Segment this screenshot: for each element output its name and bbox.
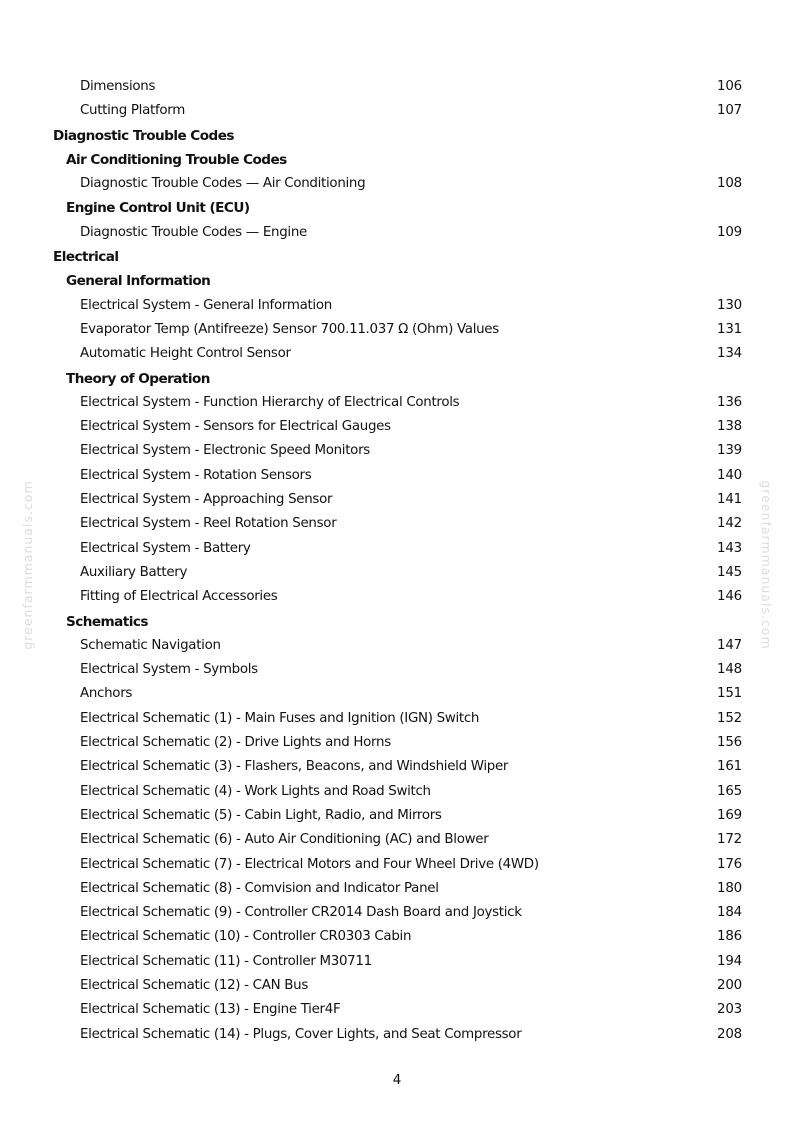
- toc-entry[interactable]: [0, 780, 794, 804]
- toc-entry-page-number: 142: [717, 516, 742, 532]
- toc-section-heading: [0, 124, 794, 148]
- toc-entry-title: Auxiliary Battery: [80, 564, 188, 580]
- toc-entry-title: Electrical System - General Information: [80, 297, 332, 313]
- toc-entry[interactable]: [0, 415, 794, 439]
- toc-entry-title: Electrical Schematic (9) - Controller CR2014 Dash Board and Joystick: [80, 905, 522, 921]
- toc-entry-title: Electrical System - Approaching Sensor: [80, 492, 333, 508]
- toc-entry[interactable]: [0, 634, 794, 658]
- toc-entry-title: Electrical Schematic (14) - Plugs, Cover Lights, and Seat Compressor: [80, 1026, 522, 1042]
- toc-entry[interactable]: [0, 512, 794, 536]
- toc-entry-page-number: 139: [717, 443, 742, 459]
- toc-entry[interactable]: [0, 658, 794, 682]
- toc-entry[interactable]: [0, 318, 794, 342]
- toc-entry-title: Dimensions: [80, 79, 156, 94]
- toc-entry-title: Electrical Schematic (1) - Main Fuses and Ignition (IGN) Switch: [80, 710, 480, 726]
- toc-entry-title: Fitting of Electrical Accessories: [80, 589, 278, 605]
- toc-subsection-heading: [0, 367, 794, 391]
- toc-entry-title: Electrical Schematic (13) - Engine Tier4F: [80, 1002, 341, 1018]
- toc-entry[interactable]: [0, 877, 794, 901]
- toc-entry-page-number: 107: [717, 103, 742, 119]
- toc-entry-page-number: 145: [717, 564, 742, 580]
- toc-entry[interactable]: [0, 342, 794, 366]
- table-of-contents: [0, 75, 794, 1047]
- toc-entry-title: Electrical System - Battery: [80, 540, 251, 556]
- toc-entry-page-number: 194: [717, 953, 742, 969]
- toc-entry-title: Electrical System - Rotation Sensors: [80, 467, 312, 483]
- toc-entry-page-number: 109: [717, 224, 742, 240]
- toc-entry[interactable]: [0, 585, 794, 609]
- toc-entry-page-number: 106: [717, 79, 742, 94]
- toc-entry-title: Diagnostic Trouble Codes — Engine: [80, 224, 307, 240]
- toc-entry-title: Engine Control Unit (ECU): [66, 200, 250, 217]
- toc-entry-title: Cutting Platform: [80, 103, 185, 119]
- toc-entry[interactable]: [0, 172, 794, 196]
- toc-entry[interactable]: [0, 707, 794, 731]
- toc-subsection-heading: [0, 610, 794, 634]
- toc-entry-page-number: 200: [717, 977, 742, 993]
- toc-entry-page-number: 148: [717, 662, 742, 678]
- toc-entry[interactable]: [0, 221, 794, 245]
- toc-entry-page-number: 151: [717, 686, 742, 702]
- toc-entry-title: Electrical Schematic (4) - Work Lights and Road Switch: [80, 783, 431, 799]
- toc-entry-title: Electrical Schematic (2) - Drive Lights and Horns: [80, 735, 391, 751]
- toc-entry[interactable]: [0, 75, 794, 99]
- toc-entry-title: Schematics: [66, 613, 148, 630]
- toc-entry[interactable]: [0, 925, 794, 949]
- toc-entry-title: Electrical System - Function Hierarchy of Electrical Controls: [80, 394, 460, 410]
- toc-entry-page-number: 138: [717, 419, 742, 435]
- toc-entry[interactable]: [0, 537, 794, 561]
- page-number: 4: [392, 1073, 402, 1088]
- toc-entry-page-number: 156: [717, 735, 742, 751]
- toc-entry-page-number: 203: [717, 1002, 742, 1018]
- toc-entry-page-number: 208: [717, 1026, 742, 1042]
- toc-subsection-heading: [0, 269, 794, 293]
- toc-entry-title: Diagnostic Trouble Codes — Air Conditioning: [80, 176, 366, 192]
- toc-entry-page-number: 176: [717, 856, 742, 872]
- toc-entry-page-number: 161: [717, 759, 742, 775]
- toc-entry-title: General Information: [66, 273, 211, 290]
- toc-entry-title: Electrical Schematic (3) - Flashers, Beacons, and Windshield Wiper: [80, 759, 509, 775]
- toc-entry-title: Diagnostic Trouble Codes: [53, 127, 234, 144]
- toc-entry-title: Electrical System - Electronic Speed Monitors: [80, 443, 370, 459]
- toc-entry[interactable]: [0, 99, 794, 123]
- toc-entry-page-number: 141: [717, 492, 742, 508]
- toc-entry-page-number: 152: [717, 710, 742, 726]
- toc-entry-title: Evaporator Temp (Antifreeze) Sensor 700.11.037 Ω (Ohm) Values: [80, 321, 499, 337]
- toc-entry-title: Electrical System - Symbols: [80, 662, 258, 678]
- toc-entry[interactable]: [0, 682, 794, 706]
- toc-entry[interactable]: [0, 901, 794, 925]
- toc-section-heading: [0, 245, 794, 269]
- toc-entry-page-number: 131: [717, 321, 742, 337]
- toc-entry-title: Electrical System - Sensors for Electrical Gauges: [80, 419, 391, 435]
- toc-entry[interactable]: [0, 853, 794, 877]
- watermark-right: greenfarmmanuals.com: [759, 480, 774, 650]
- toc-entry-title: Electrical Schematic (8) - Comvision and Indicator Panel: [80, 880, 439, 896]
- toc-entry-page-number: 165: [717, 783, 742, 799]
- toc-entry-page-number: 184: [717, 905, 742, 921]
- toc-entry-title: Electrical Schematic (7) - Electrical Motors and Four Wheel Drive (4WD): [80, 856, 539, 872]
- toc-entry-title: Schematic Navigation: [80, 637, 221, 653]
- toc-entry-page-number: 172: [717, 832, 742, 848]
- toc-entry[interactable]: [0, 731, 794, 755]
- toc-entry-page-number: 180: [717, 880, 742, 896]
- toc-entry[interactable]: [0, 294, 794, 318]
- toc-entry-title: Electrical Schematic (5) - Cabin Light, Radio, and Mirrors: [80, 807, 442, 823]
- toc-entry-title: Electrical: [53, 249, 119, 266]
- toc-entry-page-number: 146: [717, 589, 742, 605]
- toc-entry[interactable]: [0, 755, 794, 779]
- toc-entry-page-number: 108: [717, 176, 742, 192]
- toc-entry-title: Electrical System - Reel Rotation Sensor: [80, 516, 337, 532]
- toc-entry-title: Anchors: [80, 686, 133, 702]
- toc-entry-title: Theory of Operation: [66, 370, 210, 387]
- toc-entry-page-number: 140: [717, 467, 742, 483]
- toc-entry-title: Electrical Schematic (11) - Controller M30711: [80, 953, 372, 969]
- toc-entry-page-number: 130: [717, 297, 742, 313]
- toc-entry[interactable]: [0, 391, 794, 415]
- toc-entry[interactable]: [0, 804, 794, 828]
- toc-entry-page-number: 186: [717, 929, 742, 945]
- toc-entry[interactable]: [0, 1023, 794, 1047]
- toc-entry-page-number: 147: [717, 637, 742, 653]
- toc-entry-title: Electrical Schematic (6) - Auto Air Conditioning (AC) and Blower: [80, 832, 489, 848]
- toc-entry[interactable]: [0, 998, 794, 1022]
- toc-entry[interactable]: [0, 974, 794, 998]
- toc-entry-page-number: 143: [717, 540, 742, 556]
- toc-entry-title: Electrical Schematic (12) - CAN Bus: [80, 977, 308, 993]
- toc-entry-page-number: 134: [717, 346, 742, 362]
- toc-subsection-heading: [0, 196, 794, 220]
- watermark-left: greenfarmmanuals.com: [20, 480, 35, 650]
- toc-entry[interactable]: [0, 828, 794, 852]
- toc-entry-title: Air Conditioning Trouble Codes: [66, 151, 287, 168]
- toc-subsection-heading: [0, 148, 794, 172]
- toc-entry-title: Automatic Height Control Sensor: [80, 346, 291, 362]
- toc-entry-page-number: 169: [717, 807, 742, 823]
- toc-entry[interactable]: [0, 950, 794, 974]
- toc-entry[interactable]: [0, 464, 794, 488]
- toc-entry[interactable]: [0, 488, 794, 512]
- toc-entry-title: Electrical Schematic (10) - Controller CR0303 Cabin: [80, 929, 412, 945]
- toc-entry[interactable]: [0, 439, 794, 463]
- toc-entry[interactable]: [0, 561, 794, 585]
- toc-entry-page-number: 136: [717, 394, 742, 410]
